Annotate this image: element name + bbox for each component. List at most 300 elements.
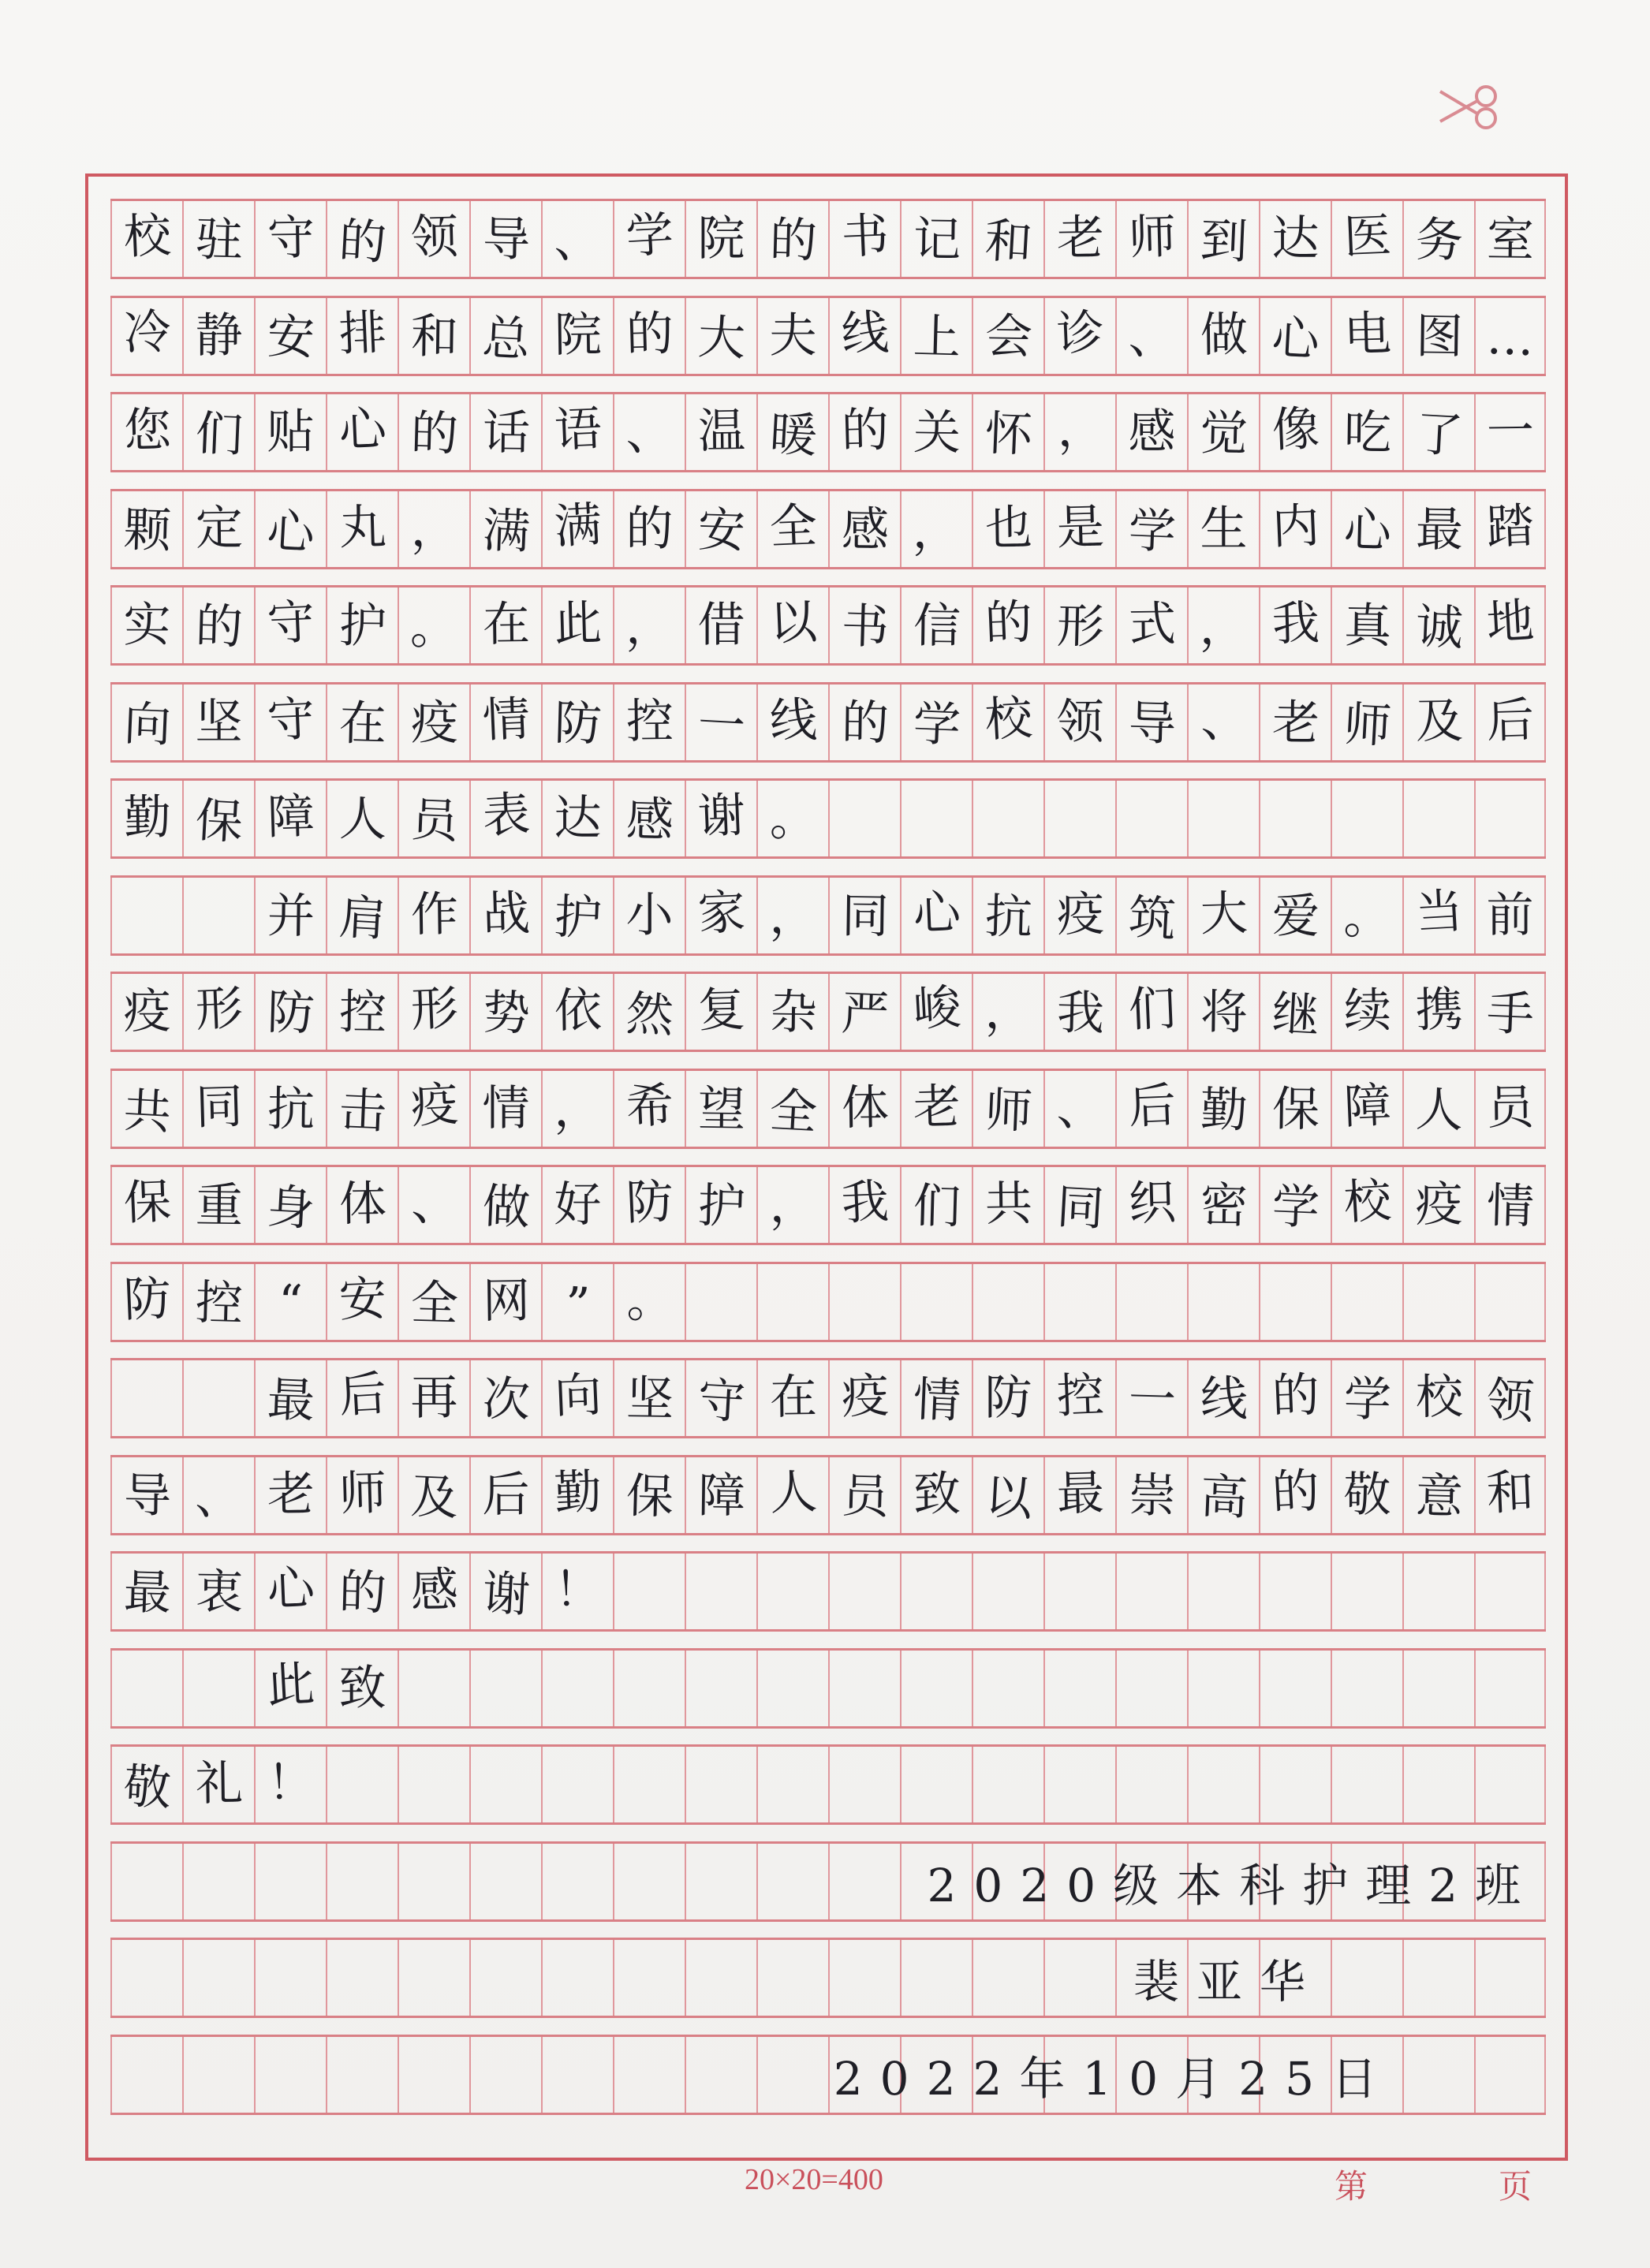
handwritten-char: 和 — [983, 213, 1034, 271]
handwritten-char: 师 — [1127, 209, 1177, 266]
grid-cell — [828, 1264, 900, 1340]
grid-cell — [1474, 1071, 1546, 1147]
grid-cell — [1474, 394, 1546, 470]
handwritten-char: 话 — [482, 405, 530, 461]
grid-cell — [828, 685, 900, 760]
handwritten-char: 全 — [409, 1274, 459, 1332]
handwritten-char: 心 — [1270, 309, 1321, 368]
grid-row — [110, 585, 1546, 666]
handwritten-char: 崇 — [1128, 1468, 1176, 1524]
handwritten-char: 做 — [480, 1178, 531, 1237]
grid-cell — [254, 1651, 326, 1726]
grid-cell — [541, 491, 613, 567]
grid-cell — [613, 781, 685, 856]
grid-cell — [1402, 1071, 1474, 1147]
handwritten-char: 我 — [839, 1173, 890, 1232]
handwritten-char: 心 — [265, 502, 316, 561]
handwritten-char: 到 — [1198, 212, 1249, 270]
grid-cell — [828, 1940, 900, 2016]
handwritten-char: 护 — [552, 889, 603, 946]
grid-cell — [1331, 588, 1402, 663]
grid-cell — [541, 1651, 613, 1726]
handwritten-char: 体 — [338, 1176, 386, 1233]
grid-cell — [756, 685, 828, 760]
grid-cell — [1474, 1167, 1546, 1243]
grid-cell — [900, 1940, 972, 2016]
grid-cell — [1402, 1167, 1474, 1243]
grid-row — [110, 1262, 1546, 1342]
handwritten-char: 体 — [841, 1080, 889, 1136]
grid-cell — [398, 878, 469, 953]
handwritten-char: 继 — [1270, 986, 1321, 1044]
grid-cell — [398, 588, 469, 663]
handwritten-char: ， — [553, 1081, 603, 1139]
handwritten-char: 关 — [913, 405, 961, 461]
grid-cell — [1187, 1071, 1259, 1147]
handwritten-char: 老 — [267, 1466, 315, 1522]
grid-cell — [254, 1940, 326, 2016]
grid-cell — [541, 1360, 613, 1436]
handwritten-char: 疫 — [1056, 886, 1104, 942]
grid-cell — [398, 298, 469, 374]
grid-cell — [398, 1167, 469, 1243]
grid-cell — [1115, 878, 1187, 953]
grid-cell — [326, 1554, 398, 1629]
handwritten-char: 的 — [840, 402, 890, 459]
grid-cell — [1474, 588, 1546, 663]
handwritten-char: 守 — [267, 210, 315, 267]
grid-cell — [900, 491, 972, 567]
handwritten-char: 及 — [1415, 693, 1463, 749]
grid-cell — [254, 1167, 326, 1243]
grid-cell — [469, 1844, 541, 1919]
grid-cell — [469, 974, 541, 1050]
grid-cell — [1402, 588, 1474, 663]
grid-cell — [613, 1747, 685, 1822]
grid-row — [110, 1744, 1546, 1825]
handwritten-char: 驻 — [194, 212, 244, 269]
handwritten-char: 再 — [410, 1371, 458, 1426]
handwritten-char: 最 — [1415, 502, 1463, 558]
grid-cell — [1259, 878, 1331, 953]
handwritten-char: 的 — [768, 212, 818, 269]
handwritten-char: 在 — [482, 596, 530, 653]
handwritten-char: 当 — [1413, 882, 1465, 942]
grid-cell — [613, 1554, 685, 1629]
grid-cell — [469, 491, 541, 567]
handwritten-char: ， — [1055, 400, 1106, 458]
grid-cell — [1187, 1457, 1259, 1533]
handwritten-char: 、 — [409, 1175, 459, 1232]
handwritten-char: 和 — [1484, 1464, 1535, 1521]
handwritten-char: ， — [768, 888, 818, 946]
handwritten-char: 、 — [193, 1468, 245, 1528]
grid-cell — [1187, 1264, 1259, 1340]
grid-cell — [1402, 2037, 1474, 2113]
grid-cell — [182, 394, 254, 470]
grid-cell — [1043, 685, 1115, 760]
grid-cell — [972, 1167, 1043, 1243]
grid-row — [110, 1358, 1546, 1438]
grid-cell — [398, 2037, 469, 2113]
grid-cell — [182, 2037, 254, 2113]
grid-cell — [900, 588, 972, 663]
handwritten-char: 定 — [195, 500, 243, 556]
handwritten-char: 夫 — [769, 308, 817, 364]
handwritten-char: 后 — [1485, 692, 1535, 749]
grid-cell — [398, 1844, 469, 1919]
handwritten-char: 大 — [1199, 885, 1249, 942]
grid-cell — [756, 2037, 828, 2113]
handwritten-char: 吃 — [1343, 405, 1391, 461]
handwritten-char: 向 — [552, 1367, 603, 1425]
handwritten-char: 的 — [1270, 1367, 1320, 1425]
handwritten-char: 全 — [767, 1082, 819, 1141]
grid-cell — [1331, 781, 1402, 856]
grid-cell — [1402, 685, 1474, 760]
handwritten-char: 安 — [696, 502, 746, 559]
grid-cell — [469, 1264, 541, 1340]
handwritten-char: 内 — [1270, 498, 1320, 555]
handwritten-char: 排 — [337, 304, 387, 362]
grid-cell — [900, 878, 972, 953]
handwritten-char: 高 — [1198, 1468, 1249, 1526]
handwritten-char: 和 — [410, 308, 458, 364]
handwritten-char: 同 — [194, 1078, 244, 1136]
handwritten-char: ， — [911, 502, 962, 561]
page-label-prefix: 第 — [1335, 2167, 1368, 2206]
handwritten-char: 势 — [481, 985, 531, 1042]
grid-cell — [900, 1071, 972, 1147]
scissors-icon — [1434, 79, 1505, 134]
handwritten-char: 作 — [410, 886, 458, 942]
grid-cell — [326, 491, 398, 567]
grid-cell — [1331, 1747, 1402, 1822]
handwritten-char: 导 — [1127, 695, 1177, 752]
grid-cell — [828, 1071, 900, 1147]
handwritten-char: 最 — [122, 1565, 172, 1621]
handwritten-char: 的 — [338, 1565, 387, 1621]
grid-cell — [541, 1844, 613, 1919]
grid-cell — [254, 298, 326, 374]
grid-cell — [685, 1940, 756, 2016]
grid-cell — [1259, 1554, 1331, 1629]
grid-cell — [398, 491, 469, 567]
grid-cell — [541, 685, 613, 760]
grid-cell — [1115, 974, 1187, 1050]
handwritten-char: 形 — [193, 980, 244, 1039]
handwritten-char: 们 — [912, 1178, 961, 1235]
handwritten-char: 室 — [1486, 211, 1534, 268]
handwritten-char: 老 — [912, 1078, 961, 1136]
grid-cell — [398, 1651, 469, 1726]
handwritten-char: “ — [278, 1274, 304, 1330]
grid-cell — [1115, 394, 1187, 470]
grid-cell — [326, 201, 398, 277]
grid-cell — [756, 1167, 828, 1243]
grid-cell — [182, 781, 254, 856]
grid-cell — [613, 685, 685, 760]
grid-cell — [828, 1360, 900, 1436]
handwritten-char: 此 — [265, 1655, 316, 1714]
handwritten-char: 依 — [554, 983, 602, 1039]
handwritten-char: 暖 — [767, 406, 819, 464]
grid-cell — [469, 1651, 541, 1726]
handwritten-char: ， — [1198, 599, 1249, 658]
grid-cell — [1259, 974, 1331, 1050]
grid-cell — [1259, 685, 1331, 760]
grid-cell — [1331, 1457, 1402, 1533]
grid-cell — [756, 1457, 828, 1533]
grid-cell — [1115, 1457, 1187, 1533]
grid-cell — [900, 1747, 972, 1822]
handwritten-char: 老 — [1271, 695, 1320, 751]
grid-cell — [1474, 685, 1546, 760]
handwritten-char: 校 — [121, 207, 172, 266]
grid-cell — [1043, 588, 1115, 663]
grid-cell — [1402, 1264, 1474, 1340]
handwritten-char: 领 — [1056, 694, 1104, 750]
grid-cell — [1115, 1747, 1187, 1822]
handwritten-char: 手 — [1484, 985, 1535, 1043]
handwritten-char: 、 — [552, 212, 603, 270]
handwritten-char: 、 — [625, 405, 674, 462]
handwritten-char: 疫 — [409, 1076, 460, 1135]
grid-cell — [1474, 201, 1546, 277]
grid-cell — [1115, 1554, 1187, 1629]
handwritten-char: 心 — [1342, 502, 1392, 559]
grid-cell — [110, 298, 182, 374]
handwritten-char: 后 — [482, 1467, 530, 1523]
grid-cell — [398, 1360, 469, 1436]
handwritten-char: ！ — [553, 1561, 603, 1618]
grid-cell — [756, 1264, 828, 1340]
grid-cell — [1331, 1554, 1402, 1629]
grid-cell — [1115, 1167, 1187, 1243]
handwritten-char: 网 — [482, 1273, 530, 1329]
grid-cell — [1115, 1264, 1187, 1340]
handwritten-char: 控 — [338, 984, 386, 1041]
handwritten-char: 学 — [624, 207, 675, 265]
handwritten-char: 我 — [1055, 985, 1105, 1042]
handwritten-char: 谢 — [480, 1565, 532, 1624]
grid-cell — [398, 1071, 469, 1147]
handwritten-char: ， — [984, 984, 1032, 1039]
handwritten-char: 达 — [1271, 211, 1320, 267]
grid-cell — [326, 974, 398, 1050]
grid-cell — [972, 1940, 1043, 2016]
grid-cell — [182, 201, 254, 277]
handwritten-char: 向 — [121, 696, 172, 753]
handwritten-char: 感 — [841, 502, 889, 558]
grid-cell — [469, 201, 541, 277]
grid-cell — [1187, 974, 1259, 1050]
grid-cell — [469, 1554, 541, 1629]
grid-row — [110, 296, 1546, 376]
handwritten-char: 保 — [121, 1173, 172, 1232]
grid-cell — [900, 1457, 972, 1533]
grid-cell — [254, 1360, 326, 1436]
grid-row — [110, 1648, 1546, 1729]
grid-cell — [613, 298, 685, 374]
grid-cell — [613, 1167, 685, 1243]
grid-cell — [254, 1747, 326, 1822]
grid-cell — [254, 781, 326, 856]
handwritten-char: 最 — [1055, 1464, 1105, 1522]
grid-cell — [685, 1554, 756, 1629]
handwritten-char: 诊 — [1055, 304, 1105, 362]
handwritten-char: 校 — [983, 689, 1034, 748]
handwritten-char: 疫 — [840, 1368, 890, 1425]
grid-cell — [254, 1071, 326, 1147]
handwritten-char: 一 — [1127, 1371, 1177, 1428]
handwritten-char: 图 — [1415, 308, 1463, 364]
grid-cell — [828, 878, 900, 953]
handwritten-char: 的 — [194, 599, 244, 655]
grid-cell — [900, 1554, 972, 1629]
grid-cell — [1043, 1457, 1115, 1533]
grid-cell — [756, 1940, 828, 2016]
handwritten-char: 防 — [121, 1270, 172, 1328]
handwritten-char: 防 — [984, 1371, 1032, 1426]
grid-cell — [1331, 685, 1402, 760]
grid-cell — [541, 878, 613, 953]
grid-cell — [469, 588, 541, 663]
grid-cell — [469, 1940, 541, 2016]
grid-cell — [756, 974, 828, 1050]
handwritten-char: 前 — [1486, 887, 1534, 943]
grid-cell — [1187, 1747, 1259, 1822]
grid-row — [110, 199, 1546, 279]
grid-cell — [110, 201, 182, 277]
grid-cell — [182, 974, 254, 1050]
grid-cell — [469, 394, 541, 470]
grid-cell — [756, 781, 828, 856]
grid-count-label: 20×20=400 — [745, 2163, 883, 2196]
grid-cell — [326, 1940, 398, 2016]
handwritten-char: … — [1484, 309, 1535, 367]
handwritten-char: 续 — [1343, 983, 1391, 1039]
handwritten-char: 在 — [769, 1369, 817, 1426]
grid-cell — [972, 974, 1043, 1050]
grid-cell — [326, 878, 398, 953]
handwritten-char: 形 — [409, 980, 459, 1039]
grid-cell — [972, 588, 1043, 663]
handwritten-char: 。 — [1342, 889, 1392, 946]
grid-cell — [254, 491, 326, 567]
grid-cell — [1474, 878, 1546, 953]
handwritten-char: 生 — [1200, 501, 1248, 557]
handwritten-char: 织 — [1127, 1175, 1177, 1232]
handwritten-char: 安 — [337, 1270, 387, 1328]
grid-cell — [110, 1651, 182, 1726]
grid-row — [110, 778, 1546, 859]
grid-row — [110, 682, 1546, 763]
handwritten-char: 控 — [1055, 1367, 1105, 1425]
grid-cell — [1043, 1940, 1115, 2016]
grid-cell — [613, 1940, 685, 2016]
handwritten-char: 峻 — [911, 979, 962, 1038]
grid-cell — [1331, 1360, 1402, 1436]
handwritten-char: 同 — [1055, 1179, 1106, 1237]
grid-cell — [182, 1747, 254, 1822]
grid-cell — [182, 685, 254, 760]
handwritten-char: 形 — [1055, 599, 1105, 655]
handwritten-char: 密 — [1200, 1177, 1248, 1234]
grid-cell — [541, 974, 613, 1050]
handwritten-char: 师 — [1342, 696, 1393, 755]
grid-cell — [685, 298, 756, 374]
grid-cell — [1115, 1071, 1187, 1147]
grid-cell — [1402, 298, 1474, 374]
handwritten-char: 敬 — [121, 1759, 173, 1817]
grid-cell — [110, 878, 182, 953]
grid-cell — [541, 2037, 613, 2113]
grid-cell — [828, 1747, 900, 1822]
grid-cell — [756, 1651, 828, 1726]
handwritten-char: 致 — [338, 1660, 386, 1716]
grid-cell — [1043, 1651, 1115, 1726]
grid-cell — [1259, 1071, 1331, 1147]
handwritten-char: 院 — [697, 211, 745, 267]
grid-cell — [828, 491, 900, 567]
grid-cell — [613, 588, 685, 663]
grid-cell — [972, 1360, 1043, 1436]
grid-cell — [828, 1457, 900, 1533]
handwritten-char: 总 — [480, 309, 532, 368]
handwritten-char: 、 — [1127, 308, 1177, 366]
handwritten-char: 击 — [337, 1082, 387, 1140]
grid-cell — [182, 298, 254, 374]
grid-cell — [182, 588, 254, 663]
handwritten-char: 心 — [911, 884, 961, 942]
handwritten-char: 医 — [1342, 207, 1392, 266]
grid-cell — [541, 1264, 613, 1340]
grid-cell — [469, 298, 541, 374]
grid-cell — [254, 1844, 326, 1919]
handwritten-char: 是 — [1055, 498, 1105, 556]
grid-cell — [182, 1167, 254, 1243]
handwritten-char: 并 — [267, 888, 315, 944]
grid-cell — [1331, 201, 1402, 277]
grid-cell — [1259, 1264, 1331, 1340]
grid-cell — [1115, 201, 1187, 277]
grid-cell — [972, 1264, 1043, 1340]
handwritten-char: 此 — [553, 595, 603, 652]
handwritten-char: 语 — [552, 401, 603, 459]
grid-cell — [1474, 298, 1546, 374]
grid-cell — [900, 685, 972, 760]
grid-cell — [972, 298, 1043, 374]
grid-cell — [828, 1844, 900, 1919]
handwritten-char: ， — [769, 1177, 817, 1234]
grid-cell — [1115, 1651, 1187, 1726]
grid-cell — [1402, 1940, 1474, 2016]
grid-cell — [828, 394, 900, 470]
grid-cell — [541, 1167, 613, 1243]
grid-cell — [1187, 394, 1259, 470]
signature-class: 2020级本科护理2班 — [927, 1858, 1538, 1912]
grid-cell — [900, 298, 972, 374]
grid-cell — [182, 1844, 254, 1919]
handwritten-char: 丸 — [338, 498, 387, 556]
signature-name: 裴亚华 — [1133, 1955, 1323, 2009]
handwritten-char: 了 — [1413, 406, 1465, 464]
handwritten-char: 防 — [624, 1173, 674, 1232]
grid-cell — [1474, 974, 1546, 1050]
handwritten-char: 最 — [265, 1371, 315, 1430]
grid-cell — [613, 394, 685, 470]
